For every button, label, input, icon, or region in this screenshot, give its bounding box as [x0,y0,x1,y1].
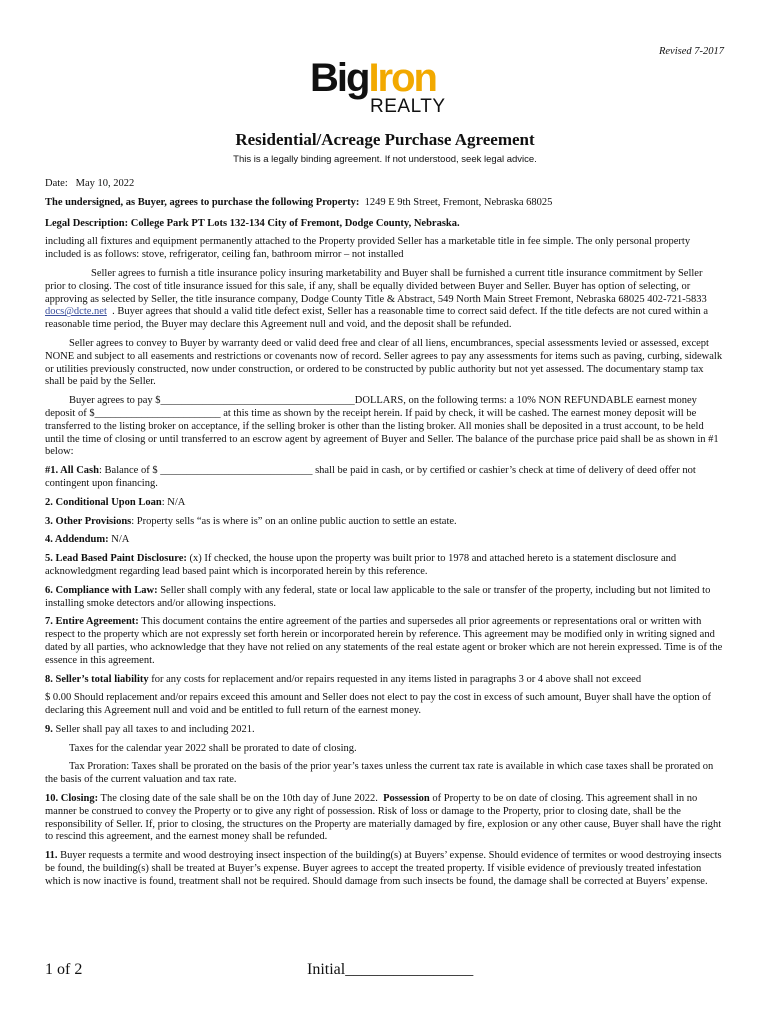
item-5-text: (x) If checked, the house upon the property was built prior to 1978 and attached hereto is a statement disclosure and acknowledgment regarding lead based paint which is incorporated herein by this reference. [45,553,677,577]
logo-wordmark [310,58,436,98]
item-7 [45,616,725,667]
bigiron-realty-logo [310,58,460,120]
fixtures-paragraph: including all fixtures and equipment permanently attached to the Property provided Seller has a marketable title in fee simple. The only personal property included is as follows: stove, refrigerator, ceiling fan, bathroom mirror – not installed [45,236,691,261]
property-value: 1249 E 9th Street, Fremont, Nebraska 68025 [364,196,553,208]
item-8-text: for any costs for replacement and/or repairs requested in any items listed in paragraphs 3 or 4 above shall not exceed [148,673,642,685]
item-3-label: 3. Other Provisions [45,515,132,527]
item-10-label: 10. Closing: [45,793,99,805]
item-11 [45,850,725,888]
item-10-possession: Possession [383,793,430,805]
item-11-label: 11. [45,850,58,862]
item-8-label: 8. Seller’s total liability [45,673,149,685]
document-subtitle: This is a legally binding agreement. If not understood, seek legal advice. [233,154,537,165]
document-title: Residential/Acreage Purchase Agreement [235,130,535,149]
page-number: 1 of 2 [45,961,83,978]
item-2-text: : N/A [161,496,186,508]
item-3-text: : Property sells “as is where is” on an online public auction to settle an estate. [131,515,457,527]
date-label: Date: [45,178,68,189]
item-1-text: : Balance of $ _____________________________ shall be paid in cash, or by certified or cashier’s check at time of delivery of deed offer not contingent upon financing. [45,465,696,489]
item-9-proration: Tax Proration: Taxes shall be prorated on the basis of the prior year’s taxes unless the current tax rate is available in which case taxes shall be prorated on the basis of the current valuation and tax rate. [45,761,714,786]
item-9 [45,724,725,737]
item-5 [45,553,725,579]
date-line [45,178,725,191]
item-11-text: Buyer requests a termite and wood destroying insect inspection of the building(s) at Buyers’ expense. Should evidence of termites or wood destroying insects be found, the building(s) shall be treated at Buyer’s expense. Buyer agrees to accept the treated property. If visible evidence of previously treated infestation which is now inactive is found, treatment shall not be required. Should damage from such insects be found, the damage shall be corrected at Buyers’ expense. [45,850,722,887]
legal-description: Legal Description: College Park PT Lots 132-134 City of Fremont, Dodge County, Nebraska. [45,217,460,229]
payment-paragraph: Buyer agrees to pay $_____________________________________DOLLARS, on the following terms: a 10% NON REFUNDABLE earnest money deposit of $________________________ at this time as shown by the receipt herein. If paid by check, it will be cashed. The earnest money deposit will be transferred to the listing broker on acceptance, if the selling broker is other than the listing broker. All monies shall be deposited in a trust account, to be held until the time of closing or until transferred to an escrow agent by agreement of Buyer and Seller. The balance of the purchase price paid shall be as shown in #1 below: [45,395,719,458]
item-10-text-2: of Property to be on date of closing. This agreement shall in no manner be construed to convey the Property or to give any right of possession. Risk of loss or damage to the Property, prior to closing date, shall be the responsibility of Seller. If, prior to closing, the structures on the Property are materially damaged by fire, explosion or any other cause, Buyer shall have the right to rescind this agreement, and the earnest money shall be refunded. [45,793,722,843]
item-2 [45,497,725,510]
logo-big: Big [310,56,369,100]
property-label: The undersigned, as Buyer, agrees to purchase the following Property: [45,196,360,208]
date-value: May 10, 2022 [75,178,135,189]
email-link[interactable]: docs@dcte.net [45,306,107,318]
item-4 [45,534,725,547]
item-8-continued: $ 0.00 Should replacement and/or repairs exceed this amount and Seller does not elect to pay the cost in excess of such amount, Buyer shall have the option of declaring this Agreement null and void and be entitled to full return of the earnest money. [45,692,711,717]
item-2-label: 2. Conditional Upon Loan [45,496,162,508]
item-7-label: 7. Entire Agreement: [45,616,139,628]
agreement-body [45,178,725,895]
item-5-label: 5. Lead Based Paint Disclosure: [45,553,187,565]
item-6-text: Seller shall comply with any federal, state or local law applicable to the sale or transfer of the property, including but not limited to installing smoke detectors and/or allowing inspections. [45,584,711,609]
title-insurance-paragraph [45,268,725,332]
title-insurance-text-2: . Buyer agrees that should a valid title defect exist, Seller has a reasonable time to correct said defect. If the title defects are not cured within a reasonable time period, the Buyer may declare this Agreement null and void, and the deposit shall be refunded. [45,306,709,331]
item-1 [45,465,725,491]
item-9-taxes: Taxes for the calendar year 2022 shall be prorated to date of closing. [69,742,357,754]
item-8 [45,674,725,687]
item-9-label: 9. [45,723,53,735]
item-6 [45,585,725,611]
logo-realty: REALTY [370,96,446,117]
item-4-text: N/A [108,534,130,546]
title-insurance-text: Seller agrees to furnish a title insurance policy insuring marketability and Buyer shall be furnished a current title insurance commitment by Seller prior to closing. The cost of title insurance issued for this sale, if any, shall be equally divided between Buyer and Seller. Buyer has option of selecting, or approving as selected by Seller, the title insurance company, Dodge County Title & Abstract, 549 North Main Street Fremont, Nebraska 68025 402-721-5833 [45,267,707,305]
initial-field[interactable]: Initial________________ [307,961,474,978]
item-4-label: 4. Addendum: [45,534,109,546]
item-3 [45,516,725,529]
convey-paragraph: Seller agrees to convey to Buyer by warranty deed or valid deed free and clear of all liens, encumbrances, special assessments levied or assessed, except NONE and subject to all easements and restrictions or covenants now of record. Seller agrees to pay any assessments for items such as paving, curbing, sidewalk or utilities previously constructed, now under construction, or ordered to be constructed by public authority but not yet assessed. The documentary stamp tax shall be paid by the Seller. [45,337,723,388]
revision-label: Revised 7-2017 [658,46,724,57]
logo-iron: Iron [368,56,436,100]
item-10-text: The closing date of the sale shall be on the 10th day of June 2022. [98,793,378,805]
item-10 [45,793,725,844]
item-7-text: This document contains the entire agreement of the parties and supersedes all prior agreements or representations oral or written with respect to the property which are not expressly set forth herein or incorporated herein by reference. This agreement may be modified only in writing signed and dated by all parties, who acknowledge that they have not relied on any statements of the real estate agent or broker which are not herein expressed. Time is of the essence in this agreement. [45,616,723,666]
property-line [45,197,725,210]
item-6-label: 6. Compliance with Law: [45,584,158,596]
item-9-text: Seller shall pay all taxes to and including 2021. [52,723,255,735]
item-1-label: #1. All Cash [45,465,99,477]
